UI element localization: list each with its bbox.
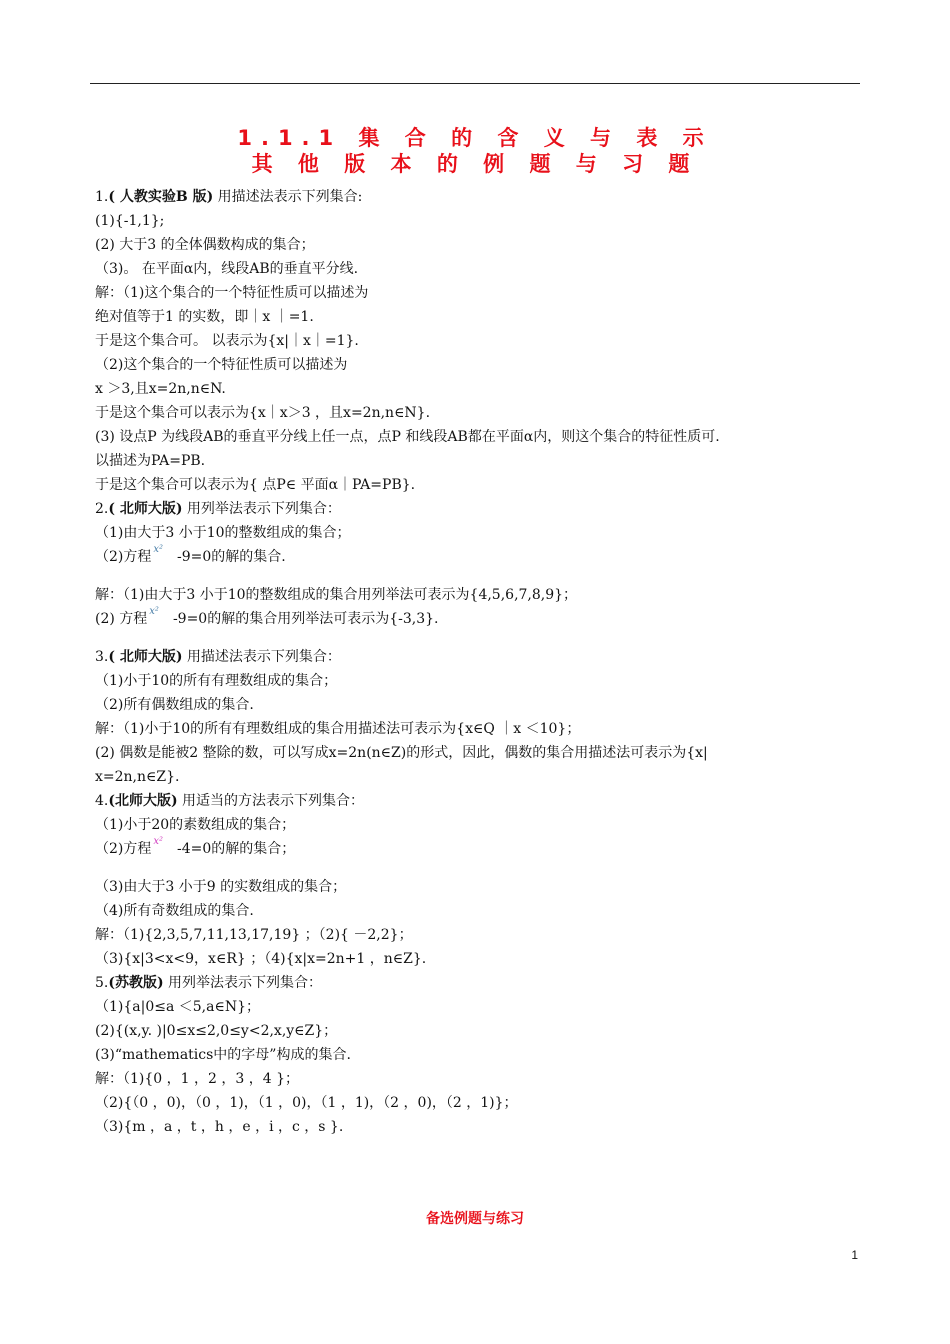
x-squared-formula: x²	[153, 836, 164, 847]
q1-item: (2) 大于3 的全体偶数构成的集合；	[95, 237, 315, 253]
q5-solution-line: （2){（0 ，0)，（0 ，1)，（1 ，0)，（1 ，1)，（2 ，0)，（2 ，1)}；	[95, 1095, 518, 1111]
q5-item: (3)“mathematics中的字母”构成的集合.	[95, 1047, 351, 1063]
q3-solution-line: 解：（1)小于10的所有有理数组成的集合用描述法可表示为{x∈Q ｜x ＜10}；	[95, 721, 581, 737]
document-body	[95, 185, 865, 1139]
q5-solution-line: 解：（1){0 ，1 ，2 ，3 ，4 }；	[95, 1071, 299, 1087]
page-title-line2: 其 他 版 本 的 例 题 与 习 题	[251, 152, 699, 176]
spacer	[95, 861, 865, 875]
q3-item: （2)所有偶数组成的集合.	[95, 697, 254, 713]
x-squared-formula: x²	[149, 606, 159, 617]
q5-item: （1){a|0≤a ＜5,a∈N}；	[95, 999, 260, 1015]
q2-heading: 2.( 北师大版) 用列举法表示下列集合：	[95, 501, 341, 517]
q2-solution-line: (2) 方程 $^{x^2}$ -9=0的解的集合用列举法可表示为{-3,3}.	[95, 606, 439, 627]
q4-solution-line: 解：（1){2,3,5,7,11,13,17,19} ；（2){ －2,2}；	[95, 927, 413, 943]
q4-item: （3)由大于3 小于9 的实数组成的集合；	[95, 879, 347, 895]
q4-source: (北师大版)	[108, 793, 178, 809]
q3-solution-line: x=2n,n∈Z}.	[95, 769, 180, 785]
q2-source: ( 北师大版)	[108, 501, 183, 517]
q5-source: (苏教版)	[108, 975, 164, 991]
q1-item: (1){-1,1};	[95, 213, 165, 229]
q4-item: （4)所有奇数组成的集合.	[95, 903, 254, 919]
q1-solution-line: 于是这个集合可。 以表示为{x|｜x｜=1}.	[95, 333, 359, 349]
q1-heading: 1.( 人教实验B 版) 用描述法表示下列集合:	[95, 189, 363, 205]
q4-item: （1)小于20的素数组成的集合；	[95, 817, 296, 833]
q2-item: （2)方程 $^{x^2}$ -9=0的解的集合.	[95, 544, 286, 565]
q1-solution-line: 解：（1)这个集合的一个特征性质可以描述为	[95, 285, 369, 301]
q1-solution-line: 于是这个集合可以表示为{ 点P∈ 平面α｜PA=PB}.	[95, 477, 416, 493]
q1-solution-line: 绝对值等于1 的实数，即｜x ｜=1.	[95, 309, 314, 325]
q1-solution-line: 于是这个集合可以表示为{x｜x＞3 ，且x=2n,n∈N}.	[95, 405, 431, 421]
spacer	[95, 569, 865, 583]
q4-heading: 4.(北师大版) 用适当的方法表示下列集合：	[95, 793, 365, 809]
q1-source: ( 人教实验B 版)	[108, 189, 214, 205]
q1-solution-line: (3) 设点P 为线段AB的垂直平分线上任一点，点P 和线段AB都在平面α内，则这个集合的特征性质可.	[95, 429, 720, 445]
q4-item: （2)方程 $^{x^2}$ -4=0的解的集合；	[95, 836, 296, 857]
q2-item: （1)由大于3 小于10的整数组成的集合；	[95, 525, 351, 541]
section-heading-supplementary: 备选例题与练习	[426, 1211, 524, 1227]
q3-item: （1)小于10的所有有理数组成的集合；	[95, 673, 338, 689]
q1-solution-line: 以描述为PA=PB.	[95, 453, 206, 469]
q1-solution-line: （2)这个集合的一个特征性质可以描述为	[95, 357, 348, 373]
q3-solution-line: (2) 偶数是能被2 整除的数，可以写成x=2n(n∈Z)的形式，因此，偶数的集合用描述法可表示为{x|	[95, 745, 708, 761]
q1-solution-line: x ＞3,且x=2n,n∈N.	[95, 381, 226, 397]
q3-heading: 3.( 北师大版) 用描述法表示下列集合：	[95, 649, 341, 665]
q2-solution-line: 解：（1)由大于3 小于10的整数组成的集合用列举法可表示为{4,5,6,7,8,9}；	[95, 587, 578, 603]
q5-heading: 5.(苏教版) 用列举法表示下列集合：	[95, 975, 323, 991]
page-number: 1	[851, 1248, 858, 1262]
x-squared-formula: x²	[153, 544, 164, 555]
header-rule	[90, 83, 860, 84]
q4-solution-line: （3){x|3<x<9，x∈R} ；（4){x|x=2n+1 ，n∈Z}.	[95, 951, 427, 967]
q1-item: （3)。 在平面α内，线段AB的垂直平分线.	[95, 261, 359, 277]
q3-source: ( 北师大版)	[108, 649, 183, 665]
q5-item: (2){(x,y. )|0≤x≤2,0≤y<2,x,y∈Z}；	[95, 1023, 338, 1039]
q5-solution-line: （3){m ，a ，t ，h ，e ，i ，c ，s }.	[95, 1119, 344, 1135]
page-title-line1: 1.1.1 集 合 的 含 义 与 表 示	[237, 126, 713, 150]
spacer	[95, 631, 865, 645]
